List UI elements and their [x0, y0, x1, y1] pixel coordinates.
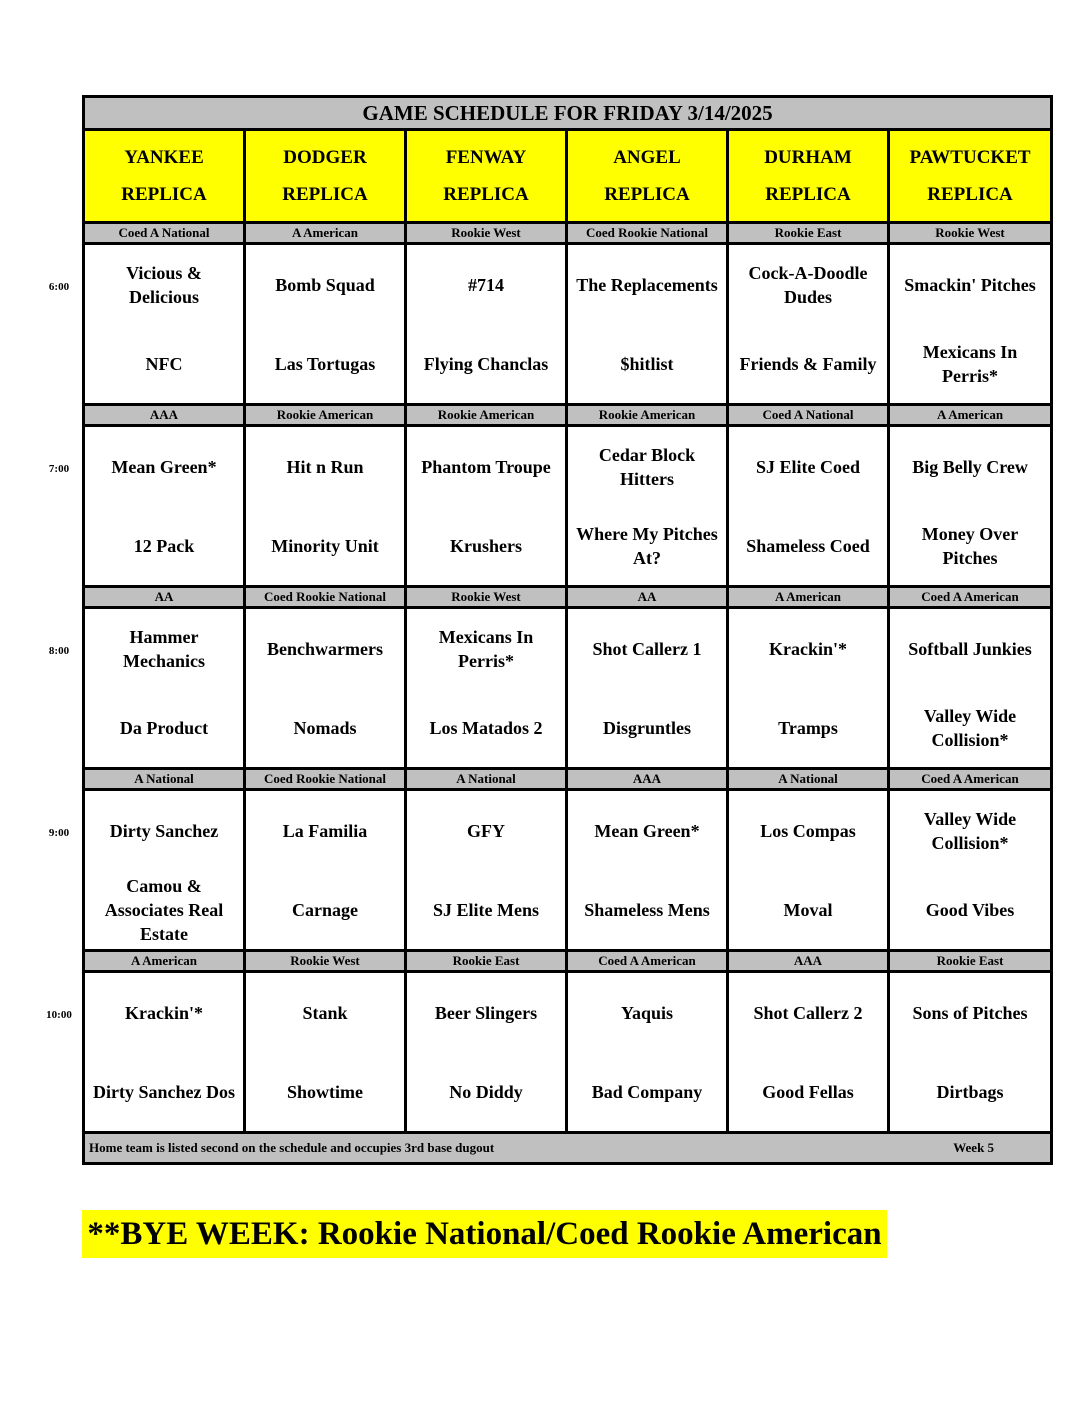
time-label: 9:00 — [48, 826, 70, 839]
away-team: Mean Green* — [111, 456, 217, 477]
home-team: Nomads — [293, 717, 357, 738]
away-team: SJ Elite Coed — [755, 456, 860, 477]
bye-week-banner: **BYE WEEK: Rookie National/Coed Rookie American — [82, 1210, 887, 1258]
division-label: A National — [728, 769, 889, 790]
away-team: The Replacements — [576, 274, 718, 295]
division-label: Rookie West — [889, 223, 1052, 244]
field-subtitle: REPLICA — [765, 184, 851, 205]
home-team: Tramps — [778, 717, 838, 738]
game-cell — [728, 790, 889, 951]
division-label: A American — [889, 405, 1052, 426]
game-row — [84, 608, 1052, 769]
away-team: Yaquis — [620, 1002, 674, 1023]
home-team: Da Product — [119, 717, 209, 738]
game-cell — [84, 790, 245, 951]
field-name: ANGEL — [613, 147, 681, 168]
away-team: Shot Callerz 1 — [592, 638, 702, 659]
game-cell — [567, 426, 728, 587]
home-team: Camou & Associates Real Estate — [104, 875, 224, 944]
away-team: Hammer Mechanics — [123, 626, 205, 671]
game-cell — [728, 972, 889, 1133]
home-team: Los Matados 2 — [429, 717, 543, 738]
division-label: Coed A American — [889, 769, 1052, 790]
division-label: Coed Rookie National — [567, 223, 728, 244]
game-row — [84, 790, 1052, 951]
home-team: Shameless Mens — [584, 899, 710, 920]
division-label: AAA — [728, 951, 889, 972]
field-header-row — [84, 130, 1052, 223]
away-team: Mexicans In Perris* — [438, 626, 534, 671]
away-team: Cock-A-Doodle Dudes — [748, 262, 868, 307]
game-row — [84, 426, 1052, 587]
field-header — [406, 130, 567, 223]
division-label: Coed Rookie National — [245, 769, 406, 790]
week-label: Week 5 — [953, 1140, 995, 1155]
game-cell — [567, 972, 728, 1133]
home-team: Friends & Family — [739, 353, 877, 374]
division-label: Rookie West — [245, 951, 406, 972]
away-team: Big Belly Crew — [912, 456, 1028, 477]
field-name: FENWAY — [445, 147, 527, 168]
division-label: Rookie West — [406, 223, 567, 244]
home-team: Las Tortugas — [274, 353, 376, 374]
home-team: NFC — [145, 353, 183, 374]
division-row — [84, 223, 1052, 244]
division-label: AA — [84, 587, 245, 608]
field-header — [84, 130, 245, 223]
field-subtitle: REPLICA — [121, 184, 207, 205]
away-team: La Familia — [282, 820, 368, 841]
schedule-title: GAME SCHEDULE FOR FRIDAY 3/14/2025 — [84, 97, 1052, 130]
time-label: 7:00 — [48, 462, 70, 475]
field-name: PAWTUCKET — [909, 147, 1031, 168]
home-team: Good Fellas — [762, 1081, 854, 1102]
home-team: Showtime — [287, 1081, 363, 1102]
home-team: Shameless Coed — [746, 535, 870, 556]
home-team: Mexicans In Perris* — [922, 341, 1018, 386]
field-name: DURHAM — [764, 147, 852, 168]
division-label: AA — [567, 587, 728, 608]
game-cell — [406, 244, 567, 405]
away-team: Bomb Squad — [275, 274, 375, 295]
game-cell — [406, 790, 567, 951]
away-team: Cedar Block Hitters — [598, 444, 696, 489]
away-team: Softball Junkies — [908, 638, 1032, 659]
game-cell — [889, 426, 1052, 587]
away-team: Hit n Run — [286, 456, 364, 477]
home-team: Good Vibes — [925, 899, 1015, 920]
game-cell — [84, 244, 245, 405]
home-team: Moval — [783, 899, 833, 920]
home-team: Krushers — [450, 535, 522, 556]
away-team: Shot Callerz 2 — [753, 1002, 863, 1023]
division-label: Rookie American — [245, 405, 406, 426]
game-cell — [889, 608, 1052, 769]
field-subtitle: REPLICA — [282, 184, 368, 205]
home-team: Flying Chanclas — [423, 353, 549, 374]
division-label: A American — [728, 587, 889, 608]
division-row — [84, 951, 1052, 972]
division-label: Rookie West — [406, 587, 567, 608]
division-label: A National — [84, 769, 245, 790]
home-team: Disgruntles — [602, 717, 691, 738]
away-team: Sons of Pitches — [912, 1002, 1028, 1023]
away-team: Beer Slingers — [434, 1002, 538, 1023]
game-row — [84, 244, 1052, 405]
time-label: 10:00 — [46, 1008, 72, 1021]
field-subtitle: REPLICA — [443, 184, 529, 205]
away-team: Dirty Sanchez — [109, 820, 219, 841]
footer — [84, 1133, 1052, 1164]
away-team: Krackin'* — [124, 1002, 203, 1023]
game-cell — [728, 608, 889, 769]
away-team: Mean Green* — [594, 820, 700, 841]
home-team: Where My Pitches At? — [576, 523, 718, 568]
game-cell — [406, 608, 567, 769]
away-team: #714 — [468, 274, 504, 295]
home-team: No Diddy — [449, 1081, 523, 1102]
time-label: 8:00 — [48, 644, 70, 657]
away-team: Phantom Troupe — [421, 456, 551, 477]
division-label: A National — [406, 769, 567, 790]
away-team: Smackin' Pitches — [904, 274, 1036, 295]
game-cell — [84, 426, 245, 587]
division-label: A American — [84, 951, 245, 972]
game-cell — [889, 244, 1052, 405]
division-label: Coed A American — [889, 587, 1052, 608]
game-cell — [889, 972, 1052, 1133]
division-label: AAA — [567, 769, 728, 790]
game-cell — [728, 244, 889, 405]
home-team: 12 Pack — [133, 535, 195, 556]
game-cell — [567, 790, 728, 951]
time-label: 6:00 — [48, 280, 70, 293]
field-name: YANKEE — [124, 147, 204, 168]
division-label: Coed A National — [84, 223, 245, 244]
field-subtitle: REPLICA — [604, 184, 690, 205]
home-team: Valley Wide Collision* — [923, 705, 1017, 750]
division-label: Coed A National — [728, 405, 889, 426]
division-label: Rookie American — [406, 405, 567, 426]
division-row — [84, 769, 1052, 790]
home-team: Dirty Sanchez Dos — [93, 1081, 235, 1102]
field-header — [567, 130, 728, 223]
field-subtitle: REPLICA — [927, 184, 1013, 205]
division-label: Rookie East — [728, 223, 889, 244]
field-name: DODGER — [283, 147, 367, 168]
away-team: Stank — [302, 1002, 348, 1023]
home-team-note: Home team is listed second on the schedule and occupies 3rd base dugout — [89, 1140, 495, 1155]
home-team: Money Over Pitches — [921, 523, 1019, 568]
away-team: Valley Wide Collision* — [923, 808, 1017, 853]
game-cell — [245, 426, 406, 587]
game-cell — [245, 608, 406, 769]
game-cell — [567, 608, 728, 769]
home-team: SJ Elite Mens — [433, 899, 539, 920]
field-header — [728, 130, 889, 223]
away-team: GFY — [467, 820, 505, 841]
division-row — [84, 587, 1052, 608]
division-label: Rookie East — [406, 951, 567, 972]
game-cell — [406, 972, 567, 1133]
division-label: AAA — [84, 405, 245, 426]
away-team: Benchwarmers — [267, 638, 383, 659]
home-team: Carnage — [292, 899, 358, 920]
game-cell — [728, 426, 889, 587]
away-team: Krackin'* — [768, 638, 847, 659]
away-team: Los Compas — [760, 820, 856, 841]
home-team: $hitlist — [620, 353, 674, 374]
division-label: Rookie American — [567, 405, 728, 426]
division-label: Rookie East — [889, 951, 1052, 972]
home-team: Minority Unit — [271, 535, 379, 556]
game-cell — [406, 426, 567, 587]
home-team: Bad Company — [591, 1081, 703, 1102]
division-label: Coed Rookie National — [245, 587, 406, 608]
field-header — [889, 130, 1052, 223]
home-team: Dirtbags — [936, 1081, 1004, 1102]
game-row — [84, 972, 1052, 1133]
division-label: Coed A American — [567, 951, 728, 972]
division-label: A American — [245, 223, 406, 244]
game-cell — [245, 790, 406, 951]
game-cell — [84, 608, 245, 769]
division-row — [84, 405, 1052, 426]
game-cell — [567, 244, 728, 405]
game-cell — [245, 972, 406, 1133]
game-cell — [889, 790, 1052, 951]
game-cell — [84, 972, 245, 1133]
game-cell — [245, 244, 406, 405]
schedule-table — [82, 95, 1053, 1165]
away-team: Vicious & Delicious — [126, 262, 202, 307]
field-header — [245, 130, 406, 223]
